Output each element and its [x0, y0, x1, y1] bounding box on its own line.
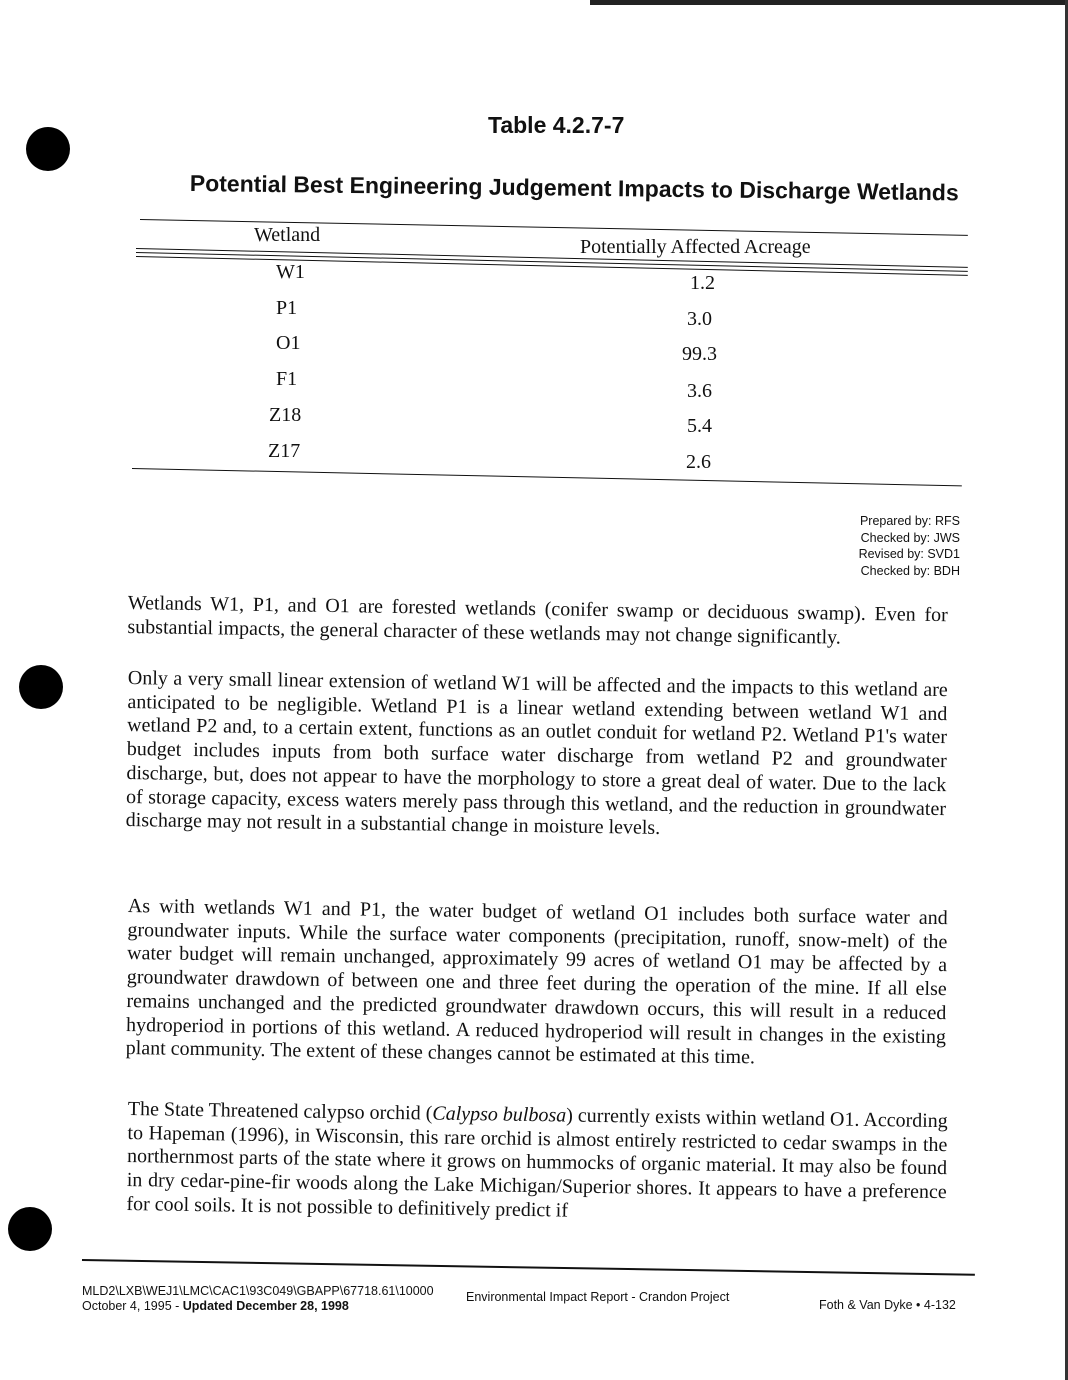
checked-by: Checked by: JWS [860, 530, 960, 545]
footer-date-updated: Updated December 28, 1998 [182, 1299, 349, 1313]
paragraph-text: The State Threatened calypso orchid ( [127, 1098, 433, 1125]
paragraph-text: ) currently exists within wetland O1. According to Hapeman (1996), in Wisconsin, this rare orchid is almost entirely restricted to cedar swamps in the northernmost parts of the state where it grows on hummocks of organic material. It may also be found in dry cedar-pine-fir woods along the Lake Michigan/Superior shores. It appears to have a preference for cool soils. It is not possible to definitively predict if [126, 1104, 948, 1222]
table-cell-acreage: 3.0 [687, 308, 712, 330]
table-cell-acreage: 99.3 [682, 343, 717, 365]
table-header-rule [136, 252, 968, 272]
binder-hole [26, 127, 70, 171]
table-cell-acreage: 2.6 [686, 451, 711, 473]
table-cell-wetland: Z17 [268, 440, 301, 462]
footer-date [82, 1299, 349, 1313]
column-header-wetland: Wetland [254, 224, 321, 246]
table-header-rule [136, 256, 968, 276]
prepared-by: Prepared by: RFS [859, 514, 960, 528]
signoff-block [800, 513, 960, 579]
table-cell-wetland: Z18 [269, 404, 302, 426]
revised-by: Revised by: SVD1 [858, 547, 960, 561]
footer-rule [82, 1259, 975, 1276]
paragraph: Wetlands W1, P1, and O1 are forested wetlands (conifer swamp or deciduous swamp). Even for substantial impacts, the general character of these wetlands may not change significantly. [127, 592, 948, 649]
binder-hole [8, 1207, 52, 1251]
footer-report-title: Environmental Impact Report - Crandon Project [466, 1290, 730, 1304]
table-cell-wetland: P1 [276, 297, 298, 319]
table-bottom-rule [132, 468, 962, 486]
table-number: Table 4.2.7-7 [488, 112, 625, 138]
checked-by: Checked by: BDH [860, 563, 960, 578]
species-name: Calypso bulbosa [432, 1102, 567, 1127]
paragraph: As with wetlands W1 and P1, the water budget of wetland O1 includes both surface water and groundwater inputs. While the surface water components (precipitation, runoff, snow-melt) of the water budget will remain unchanged, approximately 99 acres of wetland O1 may be affected by a groundwater drawdown of between one and three feet during the operation of the mine. If all else remains unchanged and the predicted groundwater drawdown occurs, this will result in a reduced hydroperiod in portions of this wetland. A reduced hydroperiod will result in changes in the existing plant community. The extent of these changes cannot be estimated at this time. [125, 895, 948, 1069]
column-header-acreage: Potentially Affected Acreage [580, 236, 811, 258]
footer-path: MLD2\LXB\WEJ1\LMC\CAC1\93C049\GBAPP\67718.61\10000 [82, 1284, 434, 1298]
table-cell-acreage: 5.4 [687, 415, 712, 437]
binder-hole [19, 665, 63, 709]
table-cell-acreage: 1.2 [690, 272, 715, 294]
table-cell-wetland: O1 [276, 332, 301, 354]
footer-page-number: Foth & Van Dyke • 4-132 [819, 1298, 956, 1312]
table-cell-wetland: W1 [276, 261, 305, 283]
paragraph: Only a very small linear extension of wetland W1 will be affected and the impacts to this wetland are anticipated to be negligible. Wetland P1 is a linear wetland extending between wetland W1 and wetland P2 and, to a certain extent, functions as an outlet conduit for wetland P2. Wetland P1's water budget includes inputs from both surface water discharge from wetland P2 and groundwater discharge, but, does not appear to have the morphology to store a great deal of water. Due to the lack of storage capacity, excess waters merely pass through this wetland, and the reduction in groundwater discharge may not result in a substantial change in moisture levels. [125, 667, 948, 840]
table-title: Potential Best Engineering Judgement Impacts to Discharge Wetlands [189, 170, 959, 206]
table-cell-acreage: 3.6 [687, 380, 712, 402]
footer-date-original: October 4, 1995 - [82, 1299, 183, 1313]
paragraph [126, 1098, 948, 1229]
scan-edge-top [590, 0, 1068, 5]
table-cell-wetland: F1 [276, 368, 298, 390]
